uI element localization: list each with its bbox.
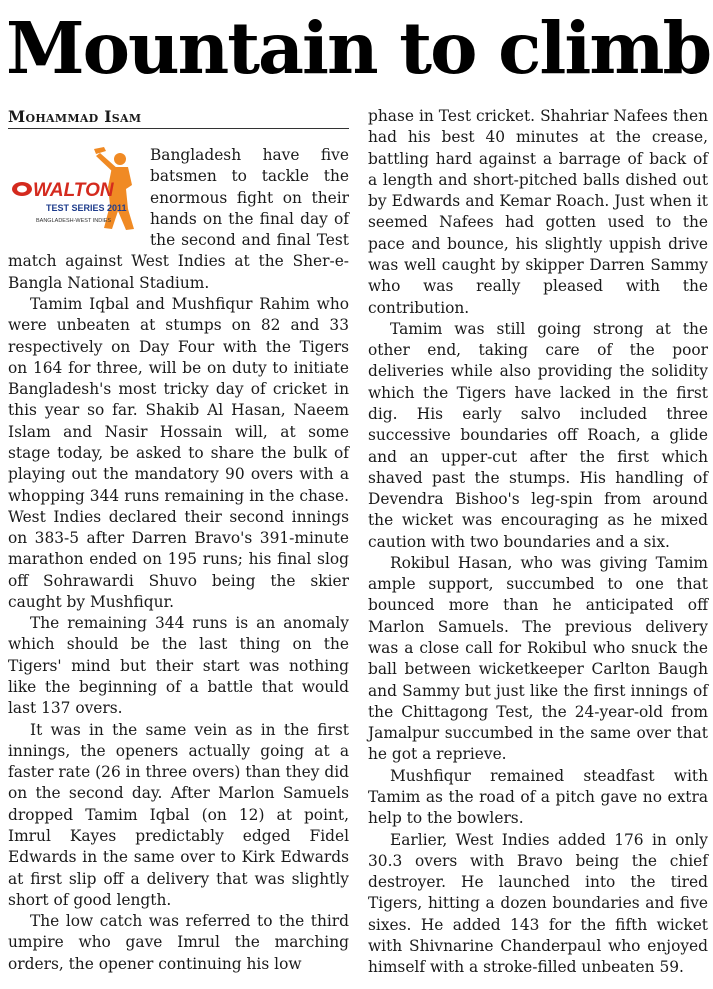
paragraph: Mushfiqur remained steadfast with Tamim as the road of a pitch gave no extra help to the bowlers. (368, 766, 708, 828)
paragraph: Bangladesh have five batsmen to tackle the enormous fight on their hands on the final day of the second and final Test match against West Indies at the Sher-e-Bangla National Stadium. (8, 146, 349, 292)
right-column (368, 106, 708, 979)
logo-brand-text: WALTON (33, 180, 114, 201)
logo-teams-text: BANGLADESH-WEST INDIES (36, 218, 112, 224)
walton-brand-icon (12, 182, 32, 196)
paragraph: Rokibul Hasan, who was giving Tamim ample support, succumbed to one that bounced more than he anticipated off Marlon Samuels. The previous delivery was a close call for Rokibul who snuck the ball between wicketkeeper Carlton Baugh and Sammy but just like the first innings of the Chittagong Test, the 24-year-old from Jamalpur succumbed in the same over that he got a reprieve. (368, 553, 708, 764)
paragraph: phase in Test cricket. Shahriar Nafees then had his best 40 minutes at the crease, battling hard against a barrage of back of a length and short-pitched balls dished out by Edwards and Kemar Roach. Just when it seemed Nafees had gotten used to the pace and bounce, his slightly uppish drive was well caught by skipper Darren Sammy who was really pleased with the contribution. (368, 107, 708, 317)
paragraph: Earlier, West Indies added 176 in only 30.3 overs with Bravo being the chief destroyer. He launched into the tired Tigers, hitting a dozen boundaries and five sixes. He added 143 for the fifth wicket with Shivnarine Chanderpaul who enjoyed himself with a stroke-filled unbeaten 59. (368, 830, 708, 977)
paragraph: Tamim Iqbal and Mushfiqur Rahim who were unbeaten at stumps on 82 and 33 respectively on Day Four with the Tigers on 164 for three, will be on duty to initiate Bangladesh's most tricky day of cricket in this year so far. Shakib Al Hasan, Naeem Islam and Nasir Hossain will, at some stage today, be asked to share the bulk of playing out the mandatory 90 overs with a whopping 344 runs remaining in the chase. West Indies declared their second innings on 383-5 after Darren Bravo's 391-minute marathon ended on 195 runs; his final slog off Sohrawardi Shuvo being the skier caught by Mushfiqur. (8, 294, 349, 611)
paragraph: The remaining 344 runs is an anomaly which should be the last thing on the Tigers' mind but their start was nothing like the beginning of a battle that would last 137 overs. (8, 614, 349, 718)
headline: Mountain to climb (6, 6, 711, 90)
left-column (8, 106, 349, 975)
paragraph: It was in the same vein as in the first innings, the openers actually going at a faster rate (26 in three overs) than they did on the second day. After Marlon Samuels dropped Tamim Iqbal (on 12) at point, Imrul Kayes predictably edged Fidel Edwards in the same over to Kirk Edwards at first slip off a delivery that was slightly short of good length. (8, 720, 349, 909)
logo-series-text: TEST SERIES 2011 (46, 203, 127, 213)
walton-test-series-logo (8, 145, 146, 233)
paragraph: The low catch was referred to the third umpire who gave Imrul the marching orders, the opener continuing his low (8, 912, 349, 973)
paragraph: Tamim was still going strong at the other end, taking care of the poor deliveries while also providing the solidity which the Tigers have lacked in the first dig. His early salvo included three successive boundaries off Roach, a glide and an upper-cut after the first which shaved past the stumps. His handling of Devendra Bishoo's leg-spin from around the wicket was encouraging as he mixed caution with two boundaries and a six. (368, 319, 708, 551)
byline: Mohammad Isam (8, 106, 349, 129)
